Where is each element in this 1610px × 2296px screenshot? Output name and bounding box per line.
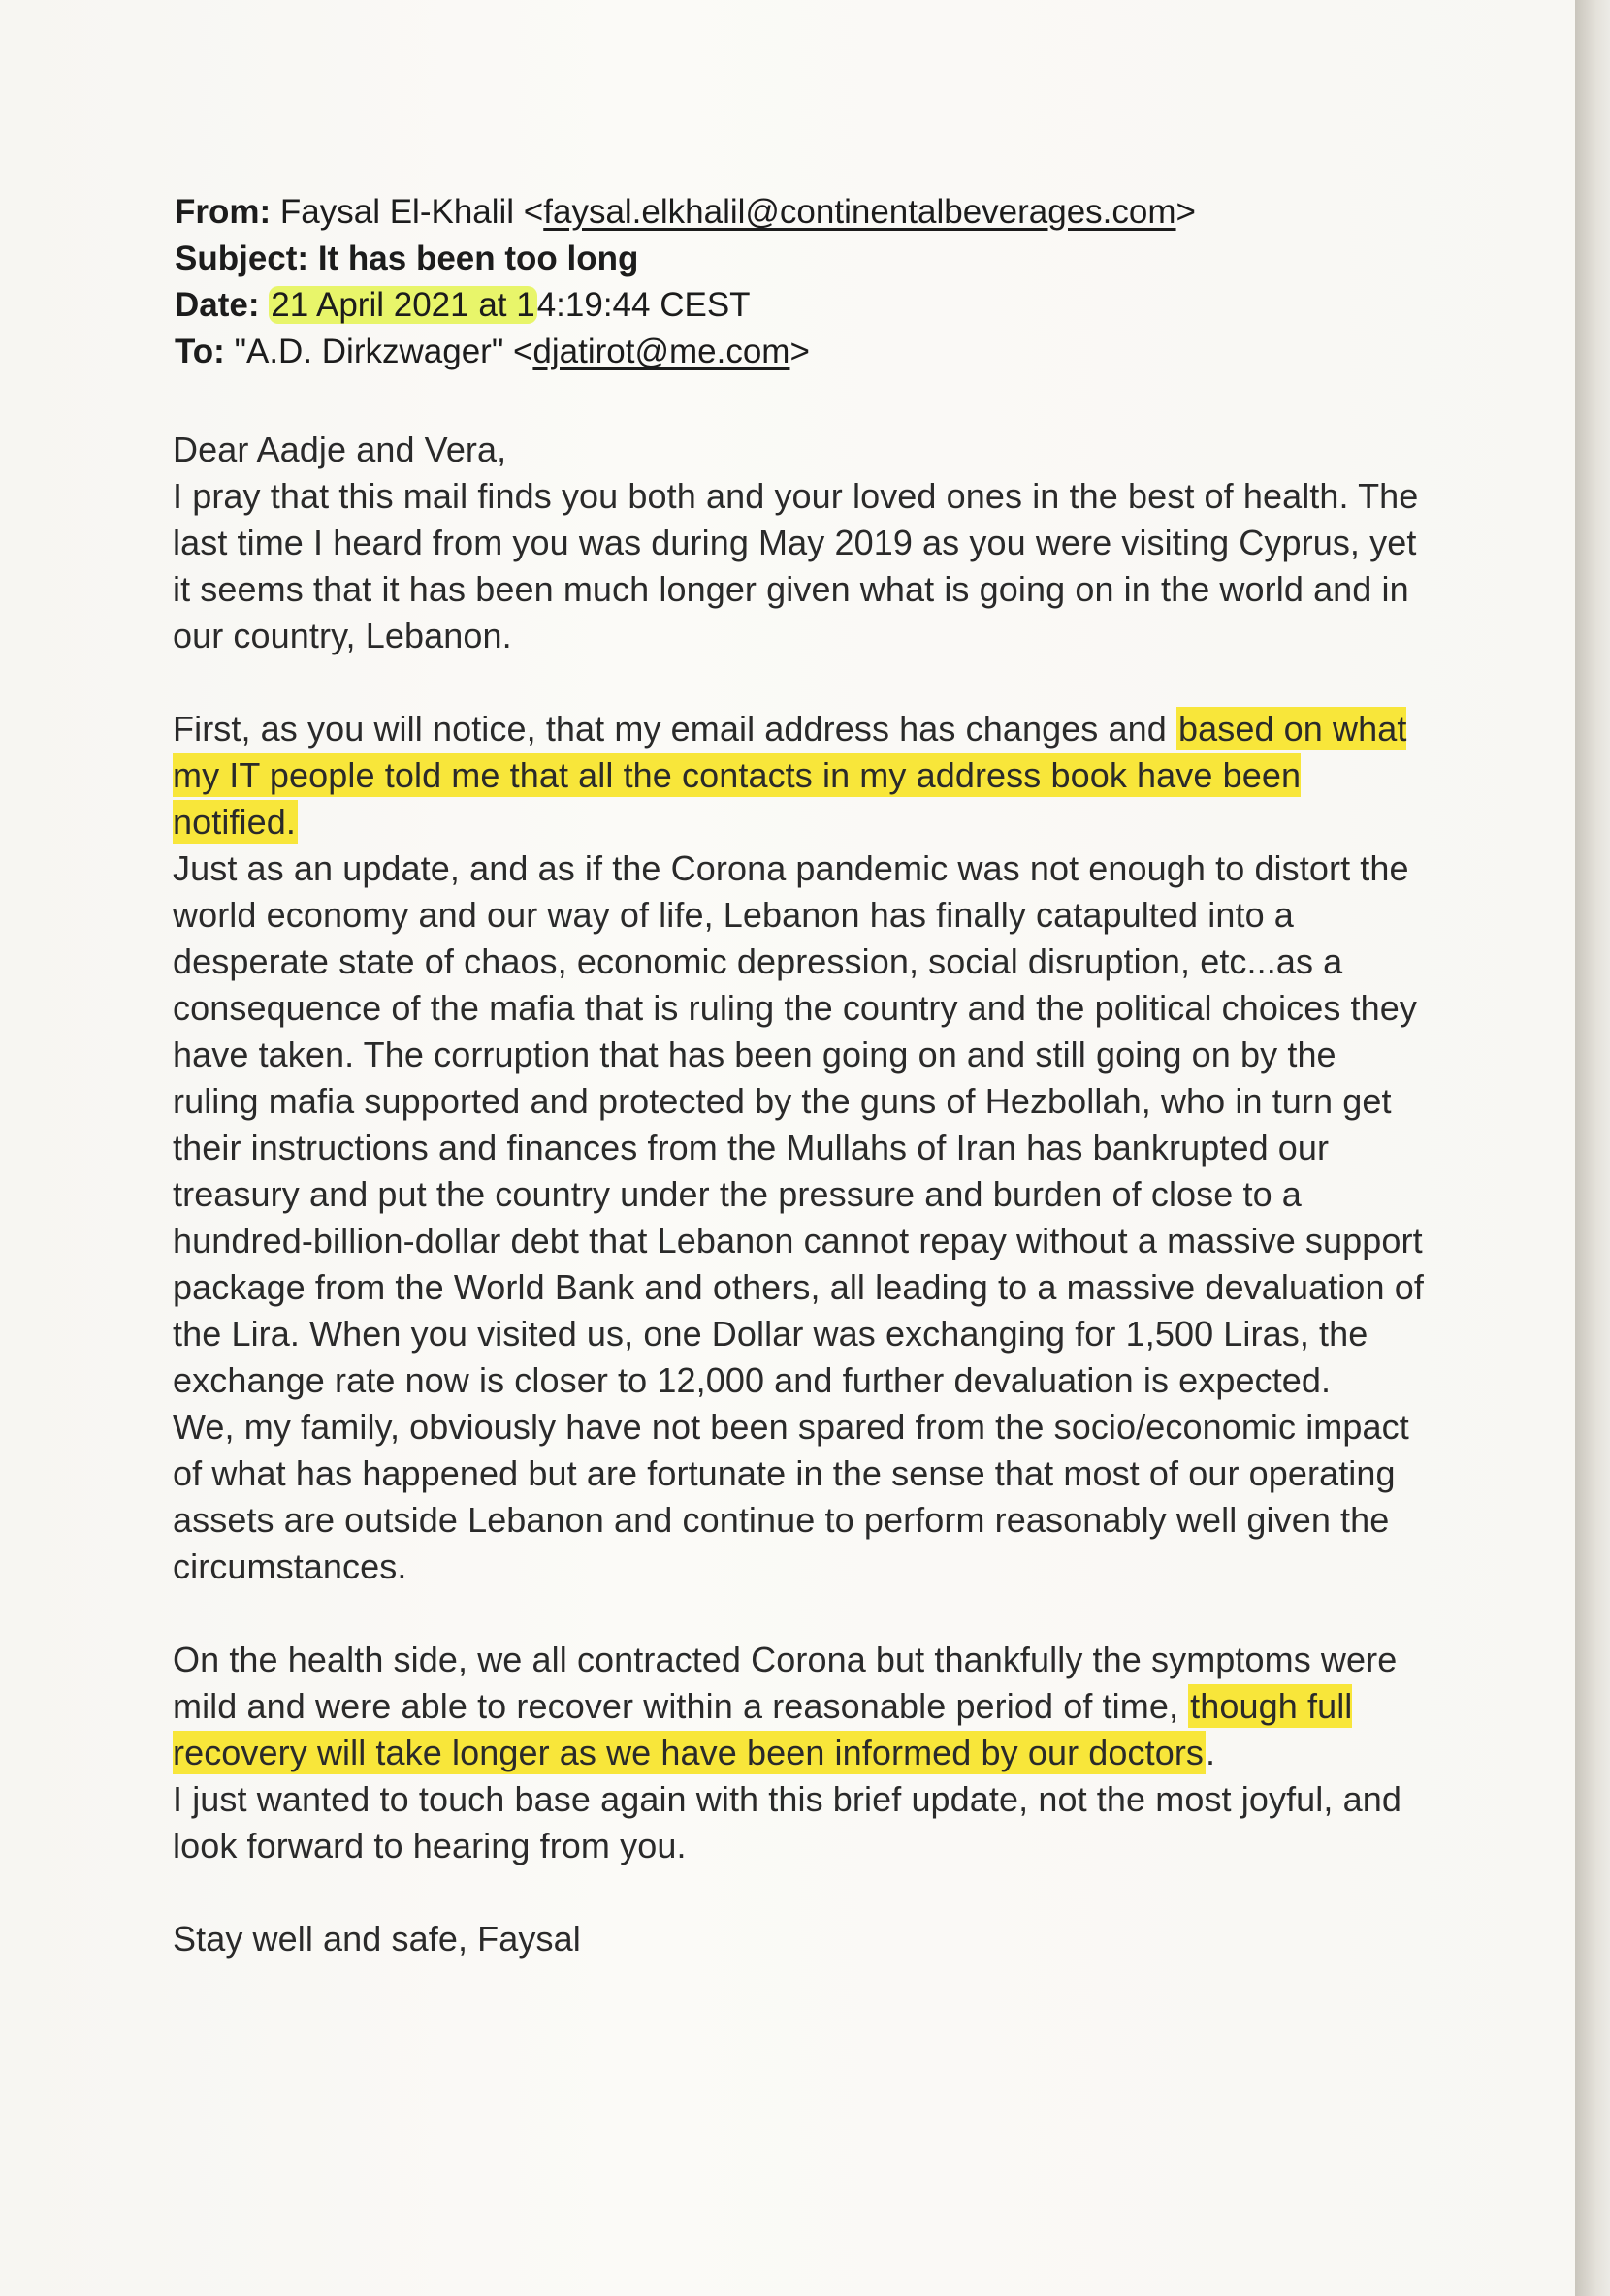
date-highlight: 21 April 2021 at 1 — [271, 286, 535, 324]
paragraph-health — [173, 1637, 1424, 1776]
email-header — [175, 189, 1435, 375]
email-body — [173, 427, 1424, 2009]
to-name: "A.D. Dirkzwager" < — [234, 333, 533, 370]
to-email: djatirot@me.com — [532, 333, 790, 370]
paragraph-lebanon-update: Just as an update, and as if the Corona pandemic was not enough to distort the world economy and our way of life, Lebanon has finally catapulted into a desperate state of chaos, economic depression, social disruption, etc...as a consequence of the mafia that is ruling the country and the political choices they have taken. The corruption that has been going on and still going on by the ruling mafia supported and protected by the guns of Hezbollah, who in turn get their instructions and finances from the Mullahs of Iran has bankrupted our treasury and put the country under the pressure and burden of close to a hundred-billion-dollar debt that Lebanon cannot repay without a massive support package from the World Bank and others, all leading to a massive devaluation of the Lira. When you visited us, one Dollar was exchanging for 1,500 Liras, the exchange rate now is closer to 12,000 and further devaluation is expected. — [173, 848, 1424, 1400]
paragraph-closing: I just wanted to touch base again with this brief update, not the most joyful, and look forward to hearing from you. — [173, 1779, 1401, 1866]
to-line — [175, 329, 1435, 375]
from-line — [175, 189, 1435, 236]
from-email: faysal.elkhalil@continentalbeverages.com — [543, 193, 1176, 231]
subject-label: Subject: — [175, 239, 309, 277]
subject-text: It has been too long — [317, 239, 639, 277]
paragraph-email-change — [173, 706, 1424, 845]
from-name: Faysal El-Khalil < — [279, 193, 544, 231]
to-label: To: — [175, 333, 225, 370]
health-highlight: though full recovery will take longer as we have been informed by our doctors — [173, 1686, 1353, 1772]
email-change-text: First, as you will notice, that my email address has changes and — [173, 709, 1176, 749]
date-rest: 4:19:44 CEST — [536, 286, 751, 324]
from-label: From: — [175, 193, 272, 231]
signoff: Stay well and safe, Faysal — [173, 1919, 581, 1959]
health-end: . — [1206, 1733, 1216, 1772]
paragraph-family: We, my family, obviously have not been spared from the socio/economic impact of what has happened but are fortunate in the sense that most of our operating assets are outside Lebanon and continue to perform reasonably well given the circumstances. — [173, 1407, 1409, 1586]
date-line — [175, 282, 1435, 329]
to-close: > — [789, 333, 810, 370]
from-close: > — [1175, 193, 1196, 231]
subject-line — [175, 236, 1435, 282]
greeting: Dear Aadje and Vera, — [173, 430, 507, 469]
email-change-highlight: based on what my IT people told me that all the contacts in my address book have been notified. — [173, 709, 1407, 842]
date-label: Date: — [175, 286, 260, 324]
paragraph-opening: I pray that this mail finds you both and your loved ones in the best of health. The last time I heard from you was during May 2019 as you were visiting Cyprus, yet it seems that it has been much longer given what is going on in the world and in our country, Lebanon. — [173, 476, 1419, 655]
paper-edge-shadow — [1575, 0, 1610, 2296]
health-text: On the health side, we all contracted Corona but thankfully the symptoms were mild and were able to recover within a reasonable period of time, — [173, 1640, 1398, 1726]
